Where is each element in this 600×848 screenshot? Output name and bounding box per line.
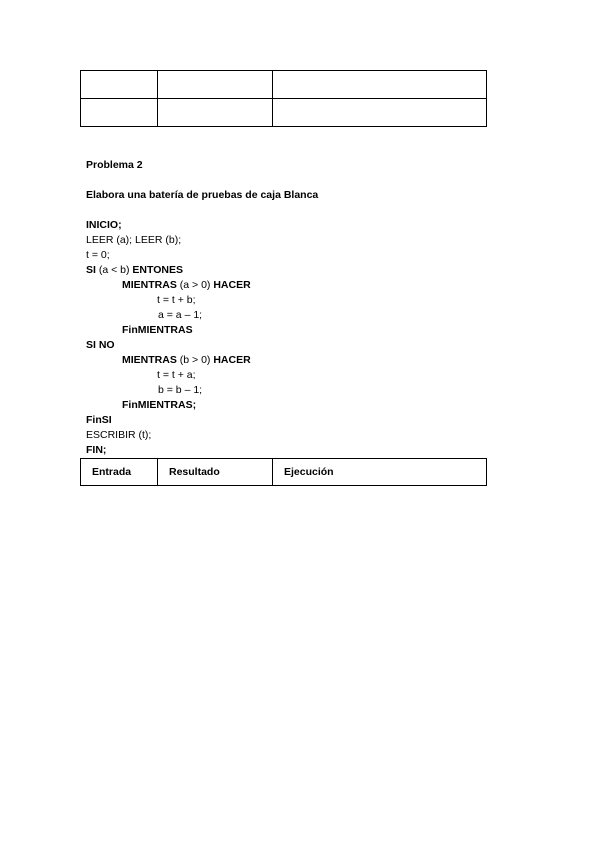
code-keyword: SI <box>86 264 96 276</box>
code-line-b-minus-1: b = b – 1; <box>158 384 203 396</box>
code-line-finmientras: FinMIENTRAS <box>122 324 193 336</box>
code-condition: (a > 0) <box>176 279 214 291</box>
table-cell <box>81 71 158 99</box>
table-header-resultado: Resultado <box>158 459 273 486</box>
code-line-fin: FIN; <box>86 444 107 456</box>
problem-heading: Problema 2 <box>86 159 143 171</box>
code-condition: (a < b) <box>95 264 133 276</box>
code-keyword: HACER <box>213 354 251 366</box>
top-table <box>80 70 487 127</box>
code-line-inicio: INICIO; <box>86 219 122 231</box>
code-keyword: ENTONES <box>132 264 183 276</box>
code-line-mientras-a <box>122 278 251 293</box>
problem-instruction: Elabora una batería de pruebas de caja Blanca <box>86 189 319 201</box>
table-cell <box>158 71 273 99</box>
code-condition: (b > 0) <box>176 354 214 366</box>
code-keyword: MIENTRAS <box>122 354 177 366</box>
code-line-mientras-b <box>122 353 251 368</box>
table-cell <box>158 99 273 127</box>
code-line-leer: LEER (a); LEER (b); <box>86 234 182 246</box>
code-line-finmientras-2: FinMIENTRAS; <box>122 399 197 411</box>
table-header-row <box>81 459 487 486</box>
code-line-a-minus-1: a = a – 1; <box>158 309 203 321</box>
code-line-finsi: FinSI <box>86 414 112 426</box>
table-cell <box>273 71 487 99</box>
table-cell <box>273 99 487 127</box>
result-table <box>80 458 487 486</box>
code-line-t-plus-b: t = t + b; <box>157 294 196 306</box>
code-line-init-t: t = 0; <box>86 249 110 261</box>
code-line-t-plus-a: t = t + a; <box>157 369 196 381</box>
table-cell <box>81 99 158 127</box>
table-header-entrada: Entrada <box>81 459 158 486</box>
code-line-si-no: SI NO <box>86 339 115 351</box>
code-keyword: MIENTRAS <box>122 279 177 291</box>
table-row <box>81 99 487 127</box>
code-line-escribir: ESCRIBIR (t); <box>86 429 152 441</box>
code-keyword: HACER <box>213 279 251 291</box>
table-header-ejecucion: Ejecución <box>273 459 487 486</box>
table-row <box>81 71 487 99</box>
code-line-si <box>86 263 183 278</box>
